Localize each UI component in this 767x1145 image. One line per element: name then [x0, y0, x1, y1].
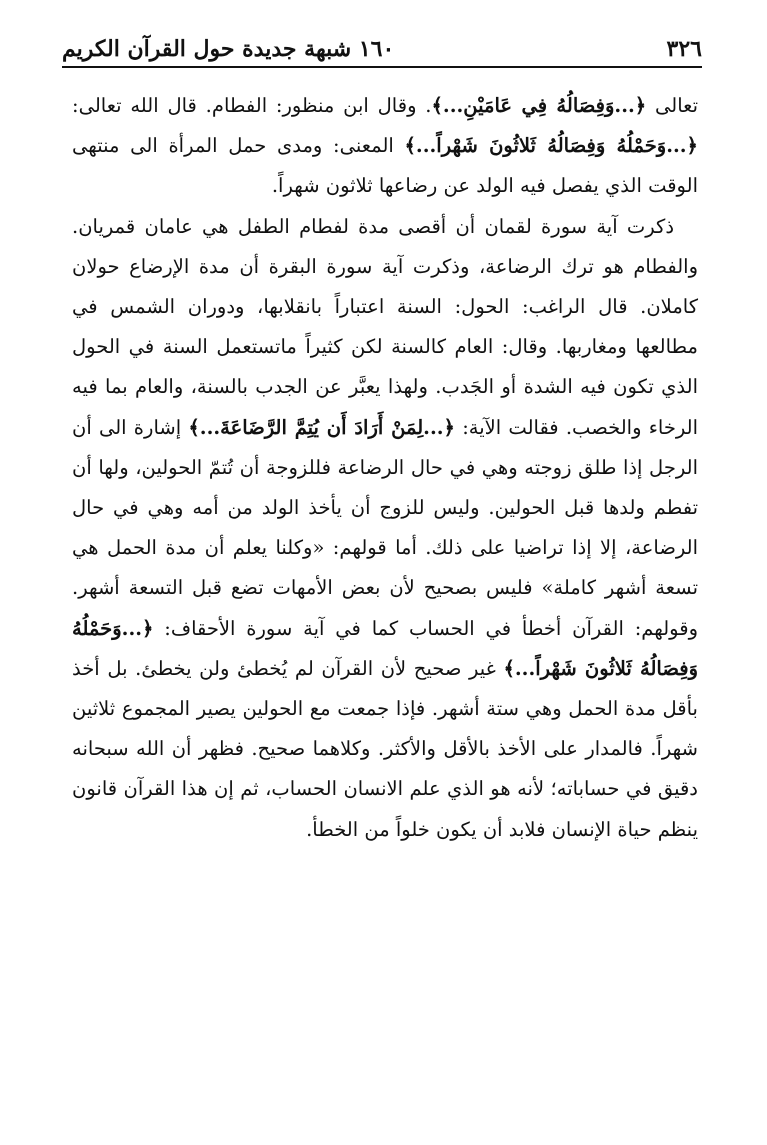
- running-title: ١٦٠ شبهة جديدة حول القرآن الكريم: [62, 36, 395, 62]
- quran-verse: ﴿...وَفِصَالُهُ فِي عَامَيْنِ...﴾: [431, 94, 647, 117]
- paragraph-1: [72, 86, 698, 207]
- text-run: إشارة الى أن الرجل إذا طلق زوجته وهي في حال الرضاعة فللزوجة أن تُتمّ الحولين، ولها أن تفطم ولدها قبل الحولين. وليس للزوج أن يأخذ الولد من أمه وهي في حال الرضاعة، إلا إذا تراضيا على ذلك. أما قولهم: «وكلنا يعلم أن مدة الحمل هي تسعة أشهر كاملة» فليس بصحيح لأن بعض الأمهات تضع قبل التسعة أشهر. وقولهم: القرآن أخطأ في الحساب كما في آية سورة الأحقاف:: [72, 415, 698, 640]
- page-number: ٣٢٦: [666, 36, 702, 62]
- text-run: تعالى: [646, 94, 699, 117]
- text-run: المعنى: ومدى حمل المرأة الى منتهى الوقت الذي يفصل فيه الولد عن رضاعها ثلاثون شهراً.: [72, 134, 698, 198]
- text-run: ذكرت آية سورة لقمان أن أقصى مدة لفطام الطفل هي عامان قمريان. والفطام هو ترك الرضاعة، وذكرت آية سورة البقرة أن مدة الإرضاع حولان كاملان. قال الراغب: الحول: السنة اعتباراً بانقلابها، ودوران الشمس في مطالعها ومغاربها. وقال: العام كالسنة لكن كثيراً ماتستعمل السنة في الحول الذي تكون فيه الشدة أو الجَدب. ولهذا يعبَّر عن الجدب بالسنة، والعام بما فيه الرخاء والخصب. فقالت الآية:: [72, 214, 698, 439]
- quran-verse: ﴿...وَحَمْلُهُ وَفِصَالُهُ ثَلاثُونَ شَهْراً...﴾: [404, 134, 698, 158]
- paragraph-2: [72, 207, 698, 850]
- quran-verse: ﴿...وَحَمْلُهُ وَفِصَالُهُ ثَلاثُونَ شَهْراً...﴾: [72, 616, 698, 680]
- body-text: [72, 86, 698, 850]
- quran-verse: ﴿...لِمَنْ أَرَادَ أَن يُتِمَّ الرَّضَاعَةَ...﴾: [188, 415, 455, 439]
- text-run: غير صحيح لأن القرآن لم يُخطئ ولن يخطئ. بل أخذ بأقل مدة الحمل وهي ستة أشهر. فإذا جمعت مع الحولين يصير المجموع ثلاثين شهراً. فالمدار على الأخذ بالأقل والأكثر. وكلاهما صحيح. فظهر أن الله سبحانه دقيق في حساباته؛ لأنه هو الذي علم الانسان الحساب، ثم إن هذا القرآن قانون ينظم حياة الإنسان فلابد أن يكون خلواً من الخطأ.: [72, 656, 698, 841]
- text-run: . وقال ابن منظور: الفطام. قال الله تعالى:: [72, 94, 432, 117]
- page-header: [62, 30, 702, 68]
